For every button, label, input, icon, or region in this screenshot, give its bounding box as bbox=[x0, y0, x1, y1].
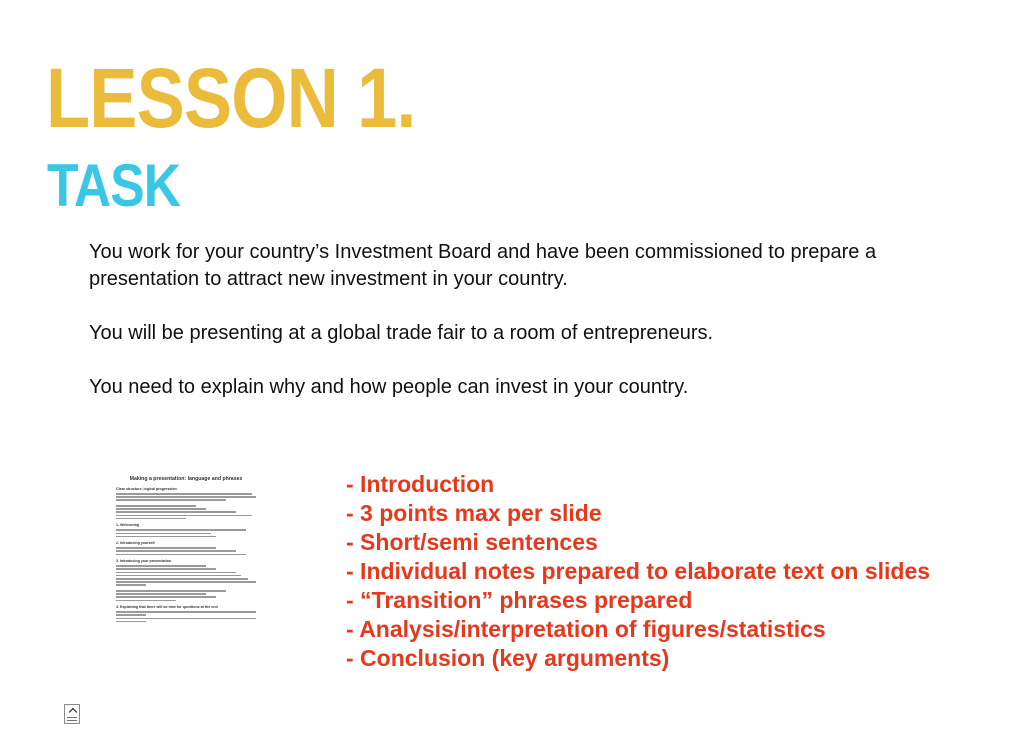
thumbnail-section: 1. Welcoming bbox=[116, 523, 140, 528]
thumbnail-section: Clear structure, logical progression bbox=[116, 487, 177, 491]
requirements-list bbox=[346, 470, 930, 673]
list-item: - Introduction bbox=[346, 471, 495, 497]
paragraph: You need to explain why and how people can invest in your country. bbox=[89, 376, 689, 398]
task-description bbox=[89, 239, 989, 428]
list-item: - Analysis/interpretation of figures/statistics bbox=[346, 616, 826, 642]
document-thumbnail[interactable] bbox=[112, 476, 260, 686]
list-item: - Individual notes prepared to elaborate text on slides bbox=[346, 558, 931, 584]
slide-title: LESSON 1. bbox=[46, 51, 416, 145]
paragraph: You work for your country’s Investment Board and have been commissioned to prepare a presentation to attract new investment in your country. bbox=[89, 241, 877, 290]
list-item: - Conclusion (key arguments) bbox=[346, 645, 670, 671]
list-item: - Short/semi sentences bbox=[346, 529, 598, 555]
thumbnail-title: Making a presentation: language and phrases bbox=[129, 476, 243, 482]
list-item: - 3 points max per slide bbox=[346, 500, 602, 526]
list-item: - “Transition” phrases prepared bbox=[346, 587, 693, 613]
slide-subtitle: TASK bbox=[47, 152, 181, 219]
thumbnail-section: 4. Explaining that there will be time for questions at the end bbox=[116, 605, 218, 610]
paragraph: You will be presenting at a global trade fair to a room of entrepreneurs. bbox=[89, 322, 714, 344]
file-attachment-icon[interactable] bbox=[64, 704, 80, 724]
thumbnail-section: 3. Introducing your presentation bbox=[116, 559, 172, 564]
thumbnail-section: 2. Introducing yourself bbox=[116, 541, 155, 546]
